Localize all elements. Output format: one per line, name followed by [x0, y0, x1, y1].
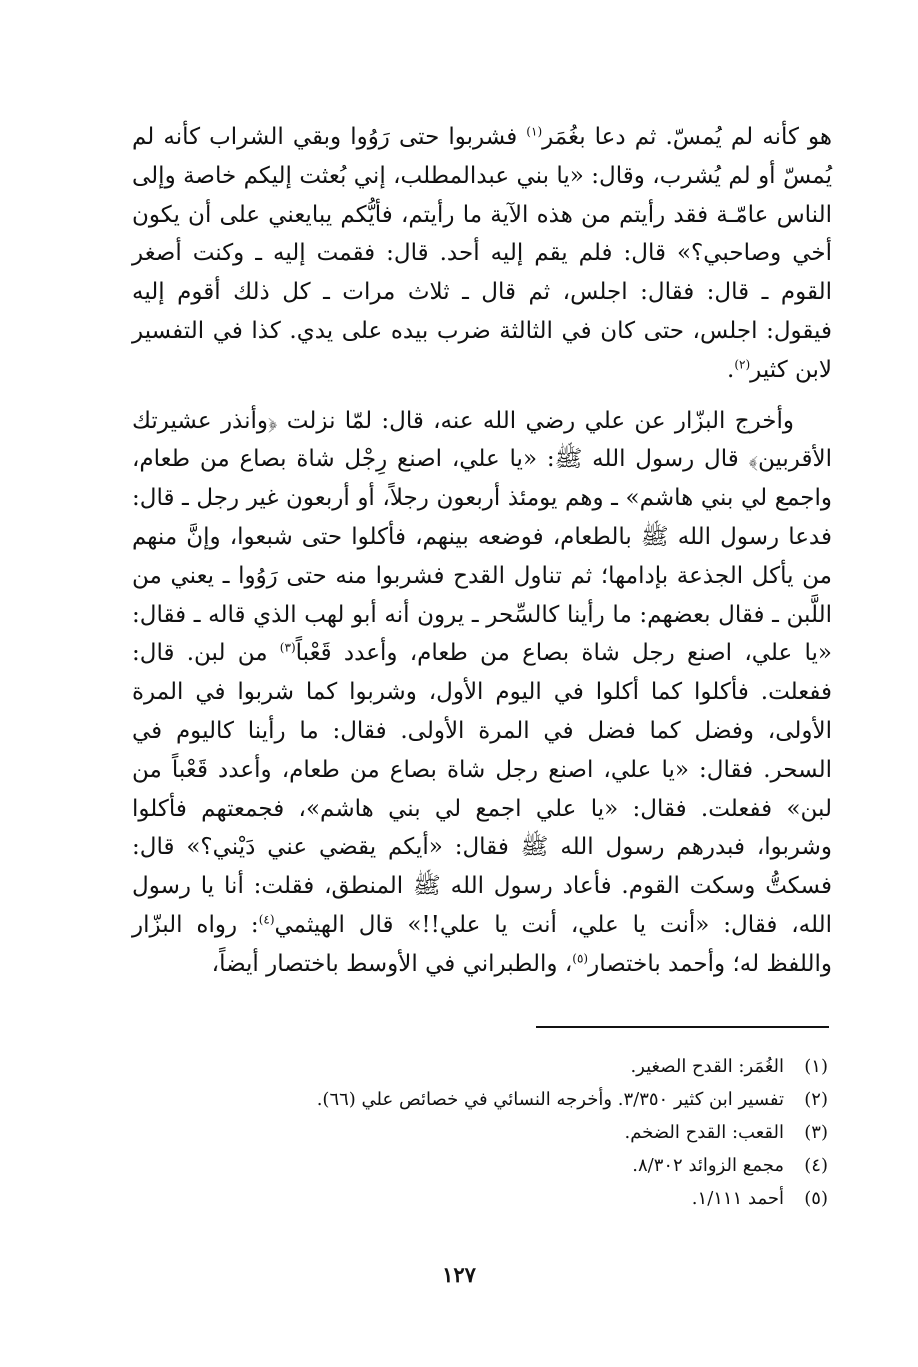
footnote-marker: (٢) — [734, 357, 751, 372]
footnote-number: (١) — [804, 1056, 828, 1077]
footnotes-list — [200, 1050, 828, 1215]
footnote-item — [200, 1149, 828, 1182]
text-run: هو كأنه لم يُمسّ. ثم دعا بغُمَر — [542, 124, 832, 150]
footnote-number: (٣) — [804, 1122, 828, 1143]
footnote-text: مجمع الزوائد ٨/٣٠٢. — [632, 1155, 784, 1176]
text-run: : رواه البزّار واللفظ له؛ وأحمد باختصار — [132, 911, 832, 977]
page-number: ١٢٧ — [442, 1262, 476, 1287]
footnote-text: تفسير ابن كثير ٣/٣٥٠. وأخرجه النسائي في خصائص علي (٦٦). — [316, 1089, 784, 1110]
footnote-divider — [536, 1026, 829, 1028]
footnote-marker: (٤) — [258, 912, 275, 927]
footnote-number: (٢) — [804, 1089, 828, 1110]
text-run: . — [727, 356, 735, 383]
footnote-marker: (٥) — [572, 951, 589, 966]
footnote-item — [200, 1083, 828, 1116]
footnote-number: (٤) — [804, 1155, 828, 1176]
text-run: من لبن. قال: ففعلت. فأكلوا كما أكلوا في اليوم الأول، وشربوا كما شربوا في المرة الأولى، وفضل كما فضل في المرة الأولى. فقال: ما رأينا كاليوم في السحر. فقال: «يا علي، اصنع رجل شاة بصاع من طعام، وأعدد قَعْباً من لبن» ففعلت. فقال: «يا علي اجمع لي بني هاشم»، فجمعتهم فأكلوا وشربوا، فبدرهم رسول الله ﷺ فقال: «أيكم يقضي عني دَيْني؟» قال: فسكتُّ وسكت القوم. فأعاد رسول الله ﷺ المنطق، فقلت: أنا يا رسول الله، فقال: «أنت يا علي، أنت يا علي!!» قال الهيثمي — [132, 640, 832, 938]
footnote-text: الغُمَر: القدح الصغير. — [630, 1056, 784, 1077]
footnote-marker: (٣) — [279, 640, 296, 655]
footnote-number: (٥) — [804, 1188, 828, 1209]
footnote-item — [200, 1182, 828, 1215]
text-run: فشربوا حتى رَوُوا وبقي الشراب كأنه لم يُمسّ أو لم يُشرب، وقال: «يا بني عبدالمطلب، إني بُعثت إليكم خاصة وإلى الناس عامّـة فقد رأيتم من هذه الآية ما رأيتم، فأيُّكم يبايعني على أن يكون أخي وصاحبي؟» قال: فلم يقم إليه أحد. قال: فقمت إليه ـ وكنت أصغر القوم ـ قال: فقال: اجلس، ثم قال ـ ثلاث مرات ـ كل ذلك أقوم إليه فيقول: اجلس، حتى كان في الثالثة ضرب بيده على يدي. كذا في التفسير لابن كثير — [132, 124, 832, 383]
footnote-text: أحمد ١/١١١. — [691, 1188, 784, 1209]
text-run: ، والطبراني في الأوسط باختصار أيضاً، — [211, 950, 573, 977]
footnote-marker: (١) — [526, 124, 543, 139]
footnote-item — [200, 1116, 828, 1149]
footnote-text: القعب: القدح الضخم. — [624, 1122, 784, 1143]
text-run: وأخرج البزّار عن علي رضي الله عنه، قال: لمّا نزلت ﴿وأنذر عشيرتك الأقربين﴾ قال رسول الله ﷺ: «يا علي، اصنع رِجْل شاة بصاع من طعام، واجمع لي بني هاشم» ـ وهم يومئذ أربعون رجلاً، أو أربعون غير رجل ـ قال: فدعا رسول الله ﷺ بالطعام، فوضعه بينهم، فأكلوا حتى شبعوا، وإنَّ منهم من يأكل الجذعة بإدامها؛ ثم تناول القدح فشربوا منه حتى رَوُوا ـ يعني من اللَّبن ـ فقال بعضهم: ما رأينا كالسِّحر ـ يرون أنه أبو لهب الذي قاله ـ فقال: «يا علي، اصنع رجل شاة بصاع من طعام، وأعدد قَعْباً — [132, 407, 832, 667]
footnote-item — [200, 1050, 828, 1083]
paragraph — [132, 118, 832, 390]
main-text — [132, 118, 832, 984]
paragraph — [132, 402, 832, 984]
